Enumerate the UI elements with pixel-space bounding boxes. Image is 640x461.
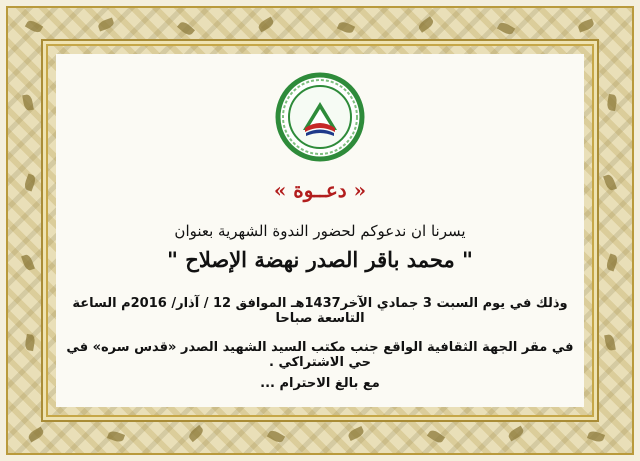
leaf-ornament-icon xyxy=(577,19,595,33)
venue-line: في مقر الجهة الثقافية الواقع جنب مكتب السيد الشهيد الصدر «قدس سره» في حي الاشتراكي . xyxy=(66,340,574,370)
leaf-ornament-icon xyxy=(22,94,34,111)
leaf-ornament-icon xyxy=(507,426,525,442)
closing-text: مع بالغ الاحترام ... xyxy=(260,376,380,391)
leaf-ornament-icon xyxy=(497,21,515,37)
leaf-ornament-icon xyxy=(177,20,195,37)
date-line: وذلك في يوم السبت 3 جمادي الآخر1437هـ الموافق 12 / آذار/ 2016م الساعة التاسعة صباحا xyxy=(72,296,568,326)
invitation-body xyxy=(56,54,584,407)
leaf-ornament-icon xyxy=(427,428,445,445)
leaf-ornament-icon xyxy=(187,425,205,442)
leaf-ornament-icon xyxy=(587,430,605,444)
leaf-ornament-icon xyxy=(21,253,35,271)
invitation-title: « دعــوة » xyxy=(273,178,367,202)
leaf-ornament-icon xyxy=(337,20,355,35)
leaf-ornament-icon xyxy=(257,17,275,33)
leaf-ornament-icon xyxy=(107,430,125,444)
leaf-ornament-icon xyxy=(603,173,617,191)
leaf-ornament-icon xyxy=(25,19,43,35)
leaf-ornament-icon xyxy=(417,16,435,33)
leaf-ornament-icon xyxy=(97,18,115,32)
leaf-ornament-icon xyxy=(604,334,616,351)
intro-text: يسرنا ان ندعوكم لحضور الندوة الشهرية بعنوان xyxy=(174,222,466,240)
leaf-ornament-icon xyxy=(605,253,619,271)
leaf-ornament-icon xyxy=(27,427,45,443)
leaf-ornament-icon xyxy=(347,426,365,441)
leaf-ornament-icon xyxy=(23,173,37,191)
seminar-title: " محمد باقر الصدر نهضة الإصلاح " xyxy=(167,247,473,272)
leaf-ornament-icon xyxy=(606,94,618,111)
organization-seal-icon xyxy=(275,72,365,162)
leaf-ornament-icon xyxy=(267,429,285,445)
leaf-ornament-icon xyxy=(24,334,36,351)
